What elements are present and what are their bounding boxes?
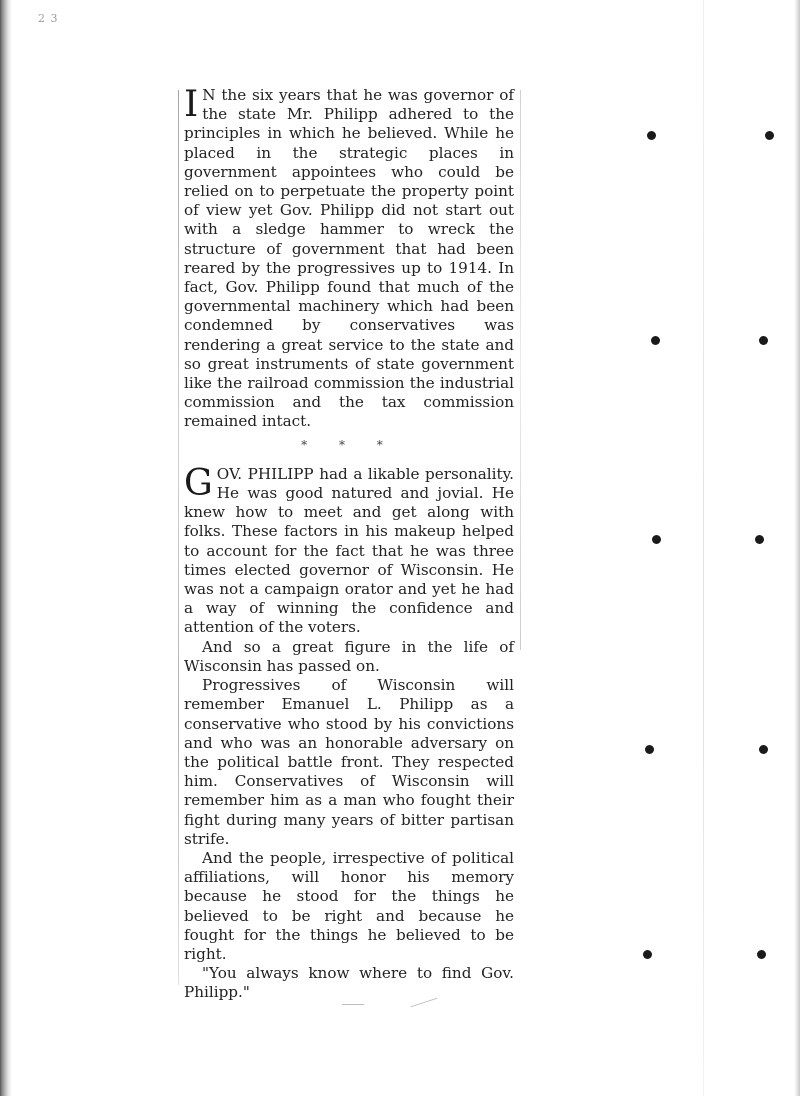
punch-hole [652,535,661,544]
dropcap-letter: G [184,462,213,504]
section-separator: * * * [301,437,397,452]
punch-hole [647,131,656,140]
article-paragraph-3: And so a great figure in the life of Wisconsin has passed on. [184,637,514,675]
punch-hole [765,131,774,140]
article-paragraph-2 [184,462,514,638]
article-paragraph-1 [184,86,514,432]
punch-hole [757,950,766,959]
article-paragraph-4: Progressives of Wisconsin will remember Emanuel L. Philipp as a conservative who stood by his convictions and who was an honorable adversary on the political battle front. They respected him. Conservatives of Wisconsin will remember him as a man who fought their fight during many years of bitter partisan strife. [184,676,514,848]
punch-hole [759,336,768,345]
column-rule-right [520,90,521,650]
scan-artifact [342,1004,364,1005]
article-paragraph-6: "You always know where to find Gov. Philipp." [184,964,514,1002]
punch-hole [759,745,768,754]
column-rule-left [178,90,179,985]
paragraph-text: N the six years that he was governor of the state Mr. Philipp adhered to the principles in which he believed. While he placed in the strategic places in government appointees who could be relied on to perpetuate the property point of view yet Gov. Philipp did not start out with a sledge hammer to wreck the structure of government that had been reared by the progressives up to 1914. In fact, Gov. Philipp found that much of the governmental machinery which had been condemned by conservatives was rendering a great service to the state and so great instruments of state government like the railroad commission the industrial commission and the tax commission remained intact. [184,86,514,431]
page-fold-line [703,0,704,1096]
scan-page-edge-left [0,0,12,1096]
punch-hole [643,950,652,959]
punch-hole [645,745,654,754]
scan-page-edge-right [794,0,800,1096]
newspaper-article [184,86,514,1003]
punch-hole [651,336,660,345]
corner-mark: 2 3 [38,12,59,25]
paragraph-text: OV. PHILIPP had a likable personality. He was good natured and jovial. He knew how to meet and get along with folks. These factors in his makeup helped to account for the fact that he was three times elected governor of Wisconsin. He was not a campaign orator and yet he had a way of winning the confidence and attention of the voters. [184,464,514,637]
punch-hole [755,535,764,544]
article-paragraph-5: And the people, irrespective of political affiliations, will honor his memory because he stood for the things he believed to be right and because he fought for the things he believed to be right. [184,848,514,963]
dropcap-letter: I [184,84,199,125]
